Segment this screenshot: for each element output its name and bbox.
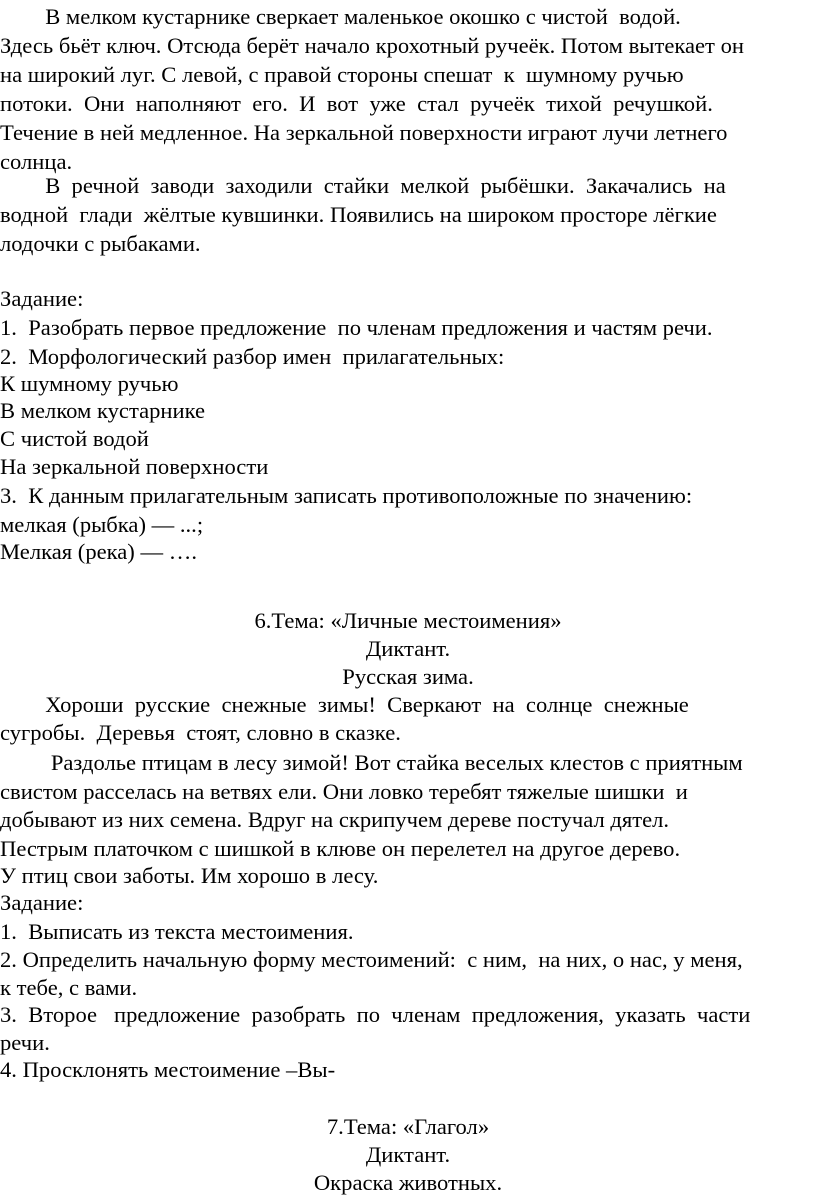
text-line: свистом расселась на ветвях ели. Они ловко теребят тяжелые шишки и [0,779,688,804]
task-item: речи. [0,1030,50,1055]
text-line: на широкий луг. С левой, с правой стороны спешат к шумному ручью [0,62,684,87]
section-heading: 7.Тема: «Глагол» [326,1114,490,1139]
text-line: Здесь бьёт ключ. Отсюда берёт начало крохотный ручеёк. Потом вытекает он [0,33,744,58]
task-item: 2. Морфологический разбор имен прилагательных: [0,344,505,369]
task-item: 3. Второе предложение разобрать по членам предложения, указать части [0,1002,751,1027]
text-line: добывают из них семена. Вдруг на скрипучем дереве постучал дятел. [0,807,670,832]
section-heading: 6.Тема: «Личные местоимения» [254,608,562,633]
task-item: 2. Определить начальную форму местоимений: с ним, на них, о нас, у меня, [0,947,743,972]
task-item: В мелком кустарнике [0,398,206,423]
text-line: потоки. Они наполняют его. И вот уже стал ручеёк тихой речушкой. [0,91,713,116]
section-subtitle: Диктант. [365,636,451,661]
text-line: солнца. [0,149,73,174]
task-item: На зеркальной поверхности [0,454,269,479]
text-line: Течение в ней медленное. На зеркальной поверхности играют лучи летнего [0,120,728,145]
task-heading: Задание: [0,890,84,915]
text-line: Хороши русские снежные зимы! Сверкают на солнце снежные [0,692,689,717]
task-item: 1. Разобрать первое предложение по членам предложения и частям речи. [0,315,713,340]
text-line: Раздолье птицам в лесу зимой! Вот стайка веселых клестов с приятным [0,750,743,775]
task-item: 1. Выписать из текста местоимения. [0,919,354,944]
section-title: Русская зима. [342,664,474,689]
text-line: водной глади жёлтые кувшинки. Появились на широком просторе лёгкие [0,202,717,227]
task-heading: Задание: [0,286,84,311]
task-item: к тебе, с вами. [0,975,138,1000]
text-line: сугробы. Деревья стоят, словно в сказке. [0,720,401,745]
text-line: В речной заводи заходили стайки мелкой рыбёшки. Закачались на [0,173,726,198]
task-item: Мелкая (река) — …. [0,539,197,564]
task-item: К шумному ручью [0,371,179,396]
task-item: С чистой водой [0,426,149,451]
task-item: мелкая (рыбка) — ...; [0,512,204,537]
text-line: У птиц свои заботы. Им хорошо в лесу. [0,863,379,888]
task-item: 4. Просклонять местоимение –Вы- [0,1057,336,1082]
section-title: Окраска животных. [313,1170,503,1195]
text-line: Пестрым платочком с шишкой в клюве он перелетел на другое дерево. [0,836,681,861]
text-line: лодочки с рыбаками. [0,231,201,256]
task-item: 3. К данным прилагательным записать противоположные по значению: [0,483,693,508]
text-line: В мелком кустарнике сверкает маленькое окошко с чистой водой. [0,4,681,29]
section-subtitle: Диктант. [365,1142,451,1167]
